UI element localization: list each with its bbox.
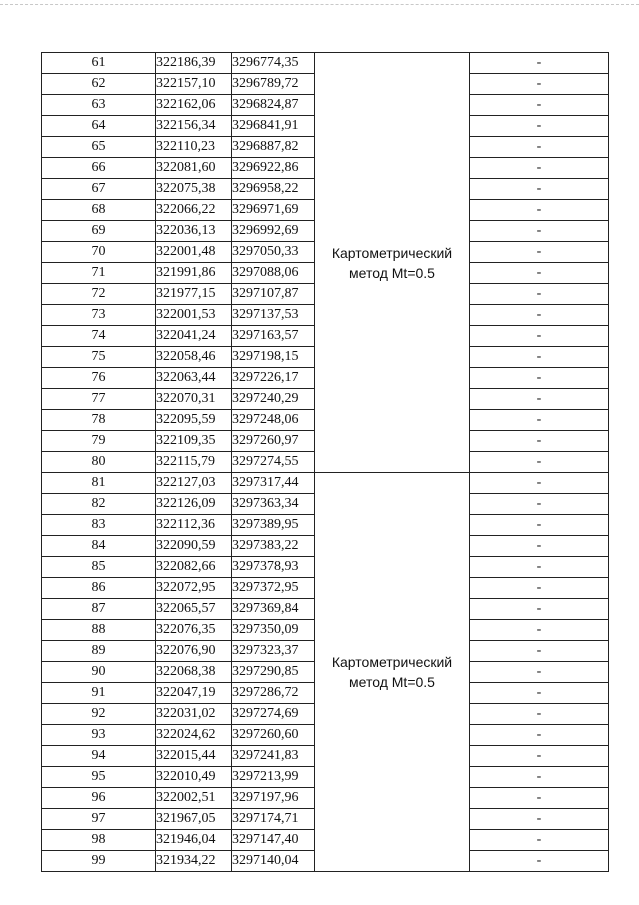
x-coordinate-cell: 322095,59 bbox=[156, 410, 232, 431]
note-cell: - bbox=[470, 74, 609, 95]
y-coordinate-cell: 3296887,82 bbox=[232, 137, 315, 158]
point-number-cell: 91 bbox=[42, 683, 156, 704]
note-cell: - bbox=[470, 326, 609, 347]
note-cell: - bbox=[470, 536, 609, 557]
y-coordinate-cell: 3297213,99 bbox=[232, 767, 315, 788]
x-coordinate-cell: 322115,79 bbox=[156, 452, 232, 473]
point-number-cell: 75 bbox=[42, 347, 156, 368]
y-coordinate-cell: 3297274,55 bbox=[232, 452, 315, 473]
y-coordinate-cell: 3297197,96 bbox=[232, 788, 315, 809]
x-coordinate-cell: 322063,44 bbox=[156, 368, 232, 389]
coordinates-table-body bbox=[42, 53, 609, 872]
y-coordinate-cell: 3296971,69 bbox=[232, 200, 315, 221]
note-cell: - bbox=[470, 410, 609, 431]
point-number-cell: 88 bbox=[42, 620, 156, 641]
coordinates-table bbox=[41, 52, 609, 872]
y-coordinate-cell: 3297198,15 bbox=[232, 347, 315, 368]
y-coordinate-cell: 3296789,72 bbox=[232, 74, 315, 95]
x-coordinate-cell: 322090,59 bbox=[156, 536, 232, 557]
point-number-cell: 78 bbox=[42, 410, 156, 431]
note-cell: - bbox=[470, 179, 609, 200]
note-cell: - bbox=[470, 494, 609, 515]
y-coordinate-cell: 3297260,97 bbox=[232, 431, 315, 452]
x-coordinate-cell: 321991,86 bbox=[156, 263, 232, 284]
note-cell: - bbox=[470, 515, 609, 536]
y-coordinate-cell: 3296992,69 bbox=[232, 221, 315, 242]
x-coordinate-cell: 322127,03 bbox=[156, 473, 232, 494]
y-coordinate-cell: 3297350,09 bbox=[232, 620, 315, 641]
y-coordinate-cell: 3297088,06 bbox=[232, 263, 315, 284]
y-coordinate-cell: 3297378,93 bbox=[232, 557, 315, 578]
y-coordinate-cell: 3297383,22 bbox=[232, 536, 315, 557]
note-cell: - bbox=[470, 578, 609, 599]
point-number-cell: 83 bbox=[42, 515, 156, 536]
table-row bbox=[42, 473, 609, 494]
point-number-cell: 86 bbox=[42, 578, 156, 599]
point-number-cell: 84 bbox=[42, 536, 156, 557]
x-coordinate-cell: 322001,48 bbox=[156, 242, 232, 263]
point-number-cell: 70 bbox=[42, 242, 156, 263]
y-coordinate-cell: 3297163,57 bbox=[232, 326, 315, 347]
note-cell: - bbox=[470, 368, 609, 389]
point-number-cell: 82 bbox=[42, 494, 156, 515]
point-number-cell: 94 bbox=[42, 746, 156, 767]
y-coordinate-cell: 3296841,91 bbox=[232, 116, 315, 137]
x-coordinate-cell: 322058,46 bbox=[156, 347, 232, 368]
y-coordinate-cell: 3297363,34 bbox=[232, 494, 315, 515]
note-cell: - bbox=[470, 95, 609, 116]
point-number-cell: 67 bbox=[42, 179, 156, 200]
point-number-cell: 68 bbox=[42, 200, 156, 221]
y-coordinate-cell: 3297174,71 bbox=[232, 809, 315, 830]
note-cell: - bbox=[470, 662, 609, 683]
point-number-cell: 95 bbox=[42, 767, 156, 788]
point-number-cell: 61 bbox=[42, 53, 156, 74]
x-coordinate-cell: 322126,09 bbox=[156, 494, 232, 515]
y-coordinate-cell: 3297137,53 bbox=[232, 305, 315, 326]
note-cell: - bbox=[470, 809, 609, 830]
point-number-cell: 77 bbox=[42, 389, 156, 410]
note-cell: - bbox=[470, 683, 609, 704]
point-number-cell: 81 bbox=[42, 473, 156, 494]
x-coordinate-cell: 322110,23 bbox=[156, 137, 232, 158]
note-cell: - bbox=[470, 221, 609, 242]
note-cell: - bbox=[470, 830, 609, 851]
point-number-cell: 85 bbox=[42, 557, 156, 578]
y-coordinate-cell: 3297323,37 bbox=[232, 641, 315, 662]
x-coordinate-cell: 321946,04 bbox=[156, 830, 232, 851]
note-cell: - bbox=[470, 746, 609, 767]
note-cell: - bbox=[470, 200, 609, 221]
method-cell: Картометрический метод Mt=0.5 bbox=[315, 473, 470, 872]
y-coordinate-cell: 3296774,35 bbox=[232, 53, 315, 74]
x-coordinate-cell: 322162,06 bbox=[156, 95, 232, 116]
x-coordinate-cell: 322015,44 bbox=[156, 746, 232, 767]
x-coordinate-cell: 322036,13 bbox=[156, 221, 232, 242]
note-cell: - bbox=[470, 347, 609, 368]
point-number-cell: 63 bbox=[42, 95, 156, 116]
x-coordinate-cell: 322002,51 bbox=[156, 788, 232, 809]
point-number-cell: 97 bbox=[42, 809, 156, 830]
note-cell: - bbox=[470, 767, 609, 788]
y-coordinate-cell: 3296922,86 bbox=[232, 158, 315, 179]
point-number-cell: 69 bbox=[42, 221, 156, 242]
y-coordinate-cell: 3296958,22 bbox=[232, 179, 315, 200]
x-coordinate-cell: 322081,60 bbox=[156, 158, 232, 179]
point-number-cell: 76 bbox=[42, 368, 156, 389]
note-cell: - bbox=[470, 263, 609, 284]
x-coordinate-cell: 322076,35 bbox=[156, 620, 232, 641]
y-coordinate-cell: 3297389,95 bbox=[232, 515, 315, 536]
note-cell: - bbox=[470, 53, 609, 74]
x-coordinate-cell: 322112,36 bbox=[156, 515, 232, 536]
note-cell: - bbox=[470, 851, 609, 872]
note-cell: - bbox=[470, 557, 609, 578]
point-number-cell: 66 bbox=[42, 158, 156, 179]
note-cell: - bbox=[470, 788, 609, 809]
point-number-cell: 92 bbox=[42, 704, 156, 725]
y-coordinate-cell: 3297260,60 bbox=[232, 725, 315, 746]
note-cell: - bbox=[470, 452, 609, 473]
y-coordinate-cell: 3297274,69 bbox=[232, 704, 315, 725]
point-number-cell: 73 bbox=[42, 305, 156, 326]
y-coordinate-cell: 3297147,40 bbox=[232, 830, 315, 851]
note-cell: - bbox=[470, 704, 609, 725]
x-coordinate-cell: 321934,22 bbox=[156, 851, 232, 872]
y-coordinate-cell: 3297290,85 bbox=[232, 662, 315, 683]
y-coordinate-cell: 3297240,29 bbox=[232, 389, 315, 410]
y-coordinate-cell: 3297140,04 bbox=[232, 851, 315, 872]
point-number-cell: 90 bbox=[42, 662, 156, 683]
note-cell: - bbox=[470, 599, 609, 620]
x-coordinate-cell: 322041,24 bbox=[156, 326, 232, 347]
y-coordinate-cell: 3297248,06 bbox=[232, 410, 315, 431]
y-coordinate-cell: 3297226,17 bbox=[232, 368, 315, 389]
point-number-cell: 96 bbox=[42, 788, 156, 809]
x-coordinate-cell: 322157,10 bbox=[156, 74, 232, 95]
y-coordinate-cell: 3296824,87 bbox=[232, 95, 315, 116]
x-coordinate-cell: 322076,90 bbox=[156, 641, 232, 662]
x-coordinate-cell: 322156,34 bbox=[156, 116, 232, 137]
x-coordinate-cell: 322024,62 bbox=[156, 725, 232, 746]
table-row bbox=[42, 53, 609, 74]
note-cell: - bbox=[470, 431, 609, 452]
note-cell: - bbox=[470, 389, 609, 410]
point-number-cell: 72 bbox=[42, 284, 156, 305]
point-number-cell: 74 bbox=[42, 326, 156, 347]
x-coordinate-cell: 321967,05 bbox=[156, 809, 232, 830]
y-coordinate-cell: 3297372,95 bbox=[232, 578, 315, 599]
x-coordinate-cell: 322070,31 bbox=[156, 389, 232, 410]
note-cell: - bbox=[470, 473, 609, 494]
y-coordinate-cell: 3297241,83 bbox=[232, 746, 315, 767]
point-number-cell: 93 bbox=[42, 725, 156, 746]
note-cell: - bbox=[470, 305, 609, 326]
x-coordinate-cell: 322072,95 bbox=[156, 578, 232, 599]
point-number-cell: 79 bbox=[42, 431, 156, 452]
x-coordinate-cell: 322047,19 bbox=[156, 683, 232, 704]
point-number-cell: 98 bbox=[42, 830, 156, 851]
y-coordinate-cell: 3297050,33 bbox=[232, 242, 315, 263]
note-cell: - bbox=[470, 620, 609, 641]
x-coordinate-cell: 322065,57 bbox=[156, 599, 232, 620]
x-coordinate-cell: 322082,66 bbox=[156, 557, 232, 578]
note-cell: - bbox=[470, 116, 609, 137]
note-cell: - bbox=[470, 725, 609, 746]
x-coordinate-cell: 322068,38 bbox=[156, 662, 232, 683]
point-number-cell: 71 bbox=[42, 263, 156, 284]
y-coordinate-cell: 3297317,44 bbox=[232, 473, 315, 494]
x-coordinate-cell: 322075,38 bbox=[156, 179, 232, 200]
y-coordinate-cell: 3297286,72 bbox=[232, 683, 315, 704]
x-coordinate-cell: 322001,53 bbox=[156, 305, 232, 326]
y-coordinate-cell: 3297369,84 bbox=[232, 599, 315, 620]
x-coordinate-cell: 322066,22 bbox=[156, 200, 232, 221]
note-cell: - bbox=[470, 137, 609, 158]
note-cell: - bbox=[470, 158, 609, 179]
x-coordinate-cell: 322031,02 bbox=[156, 704, 232, 725]
x-coordinate-cell: 322109,35 bbox=[156, 431, 232, 452]
point-number-cell: 80 bbox=[42, 452, 156, 473]
point-number-cell: 87 bbox=[42, 599, 156, 620]
point-number-cell: 65 bbox=[42, 137, 156, 158]
point-number-cell: 64 bbox=[42, 116, 156, 137]
y-coordinate-cell: 3297107,87 bbox=[232, 284, 315, 305]
note-cell: - bbox=[470, 641, 609, 662]
page-top-rule bbox=[0, 4, 639, 5]
point-number-cell: 99 bbox=[42, 851, 156, 872]
note-cell: - bbox=[470, 284, 609, 305]
x-coordinate-cell: 322186,39 bbox=[156, 53, 232, 74]
method-cell: Картометрический метод Mt=0.5 bbox=[315, 53, 470, 473]
point-number-cell: 89 bbox=[42, 641, 156, 662]
x-coordinate-cell: 321977,15 bbox=[156, 284, 232, 305]
x-coordinate-cell: 322010,49 bbox=[156, 767, 232, 788]
note-cell: - bbox=[470, 242, 609, 263]
point-number-cell: 62 bbox=[42, 74, 156, 95]
